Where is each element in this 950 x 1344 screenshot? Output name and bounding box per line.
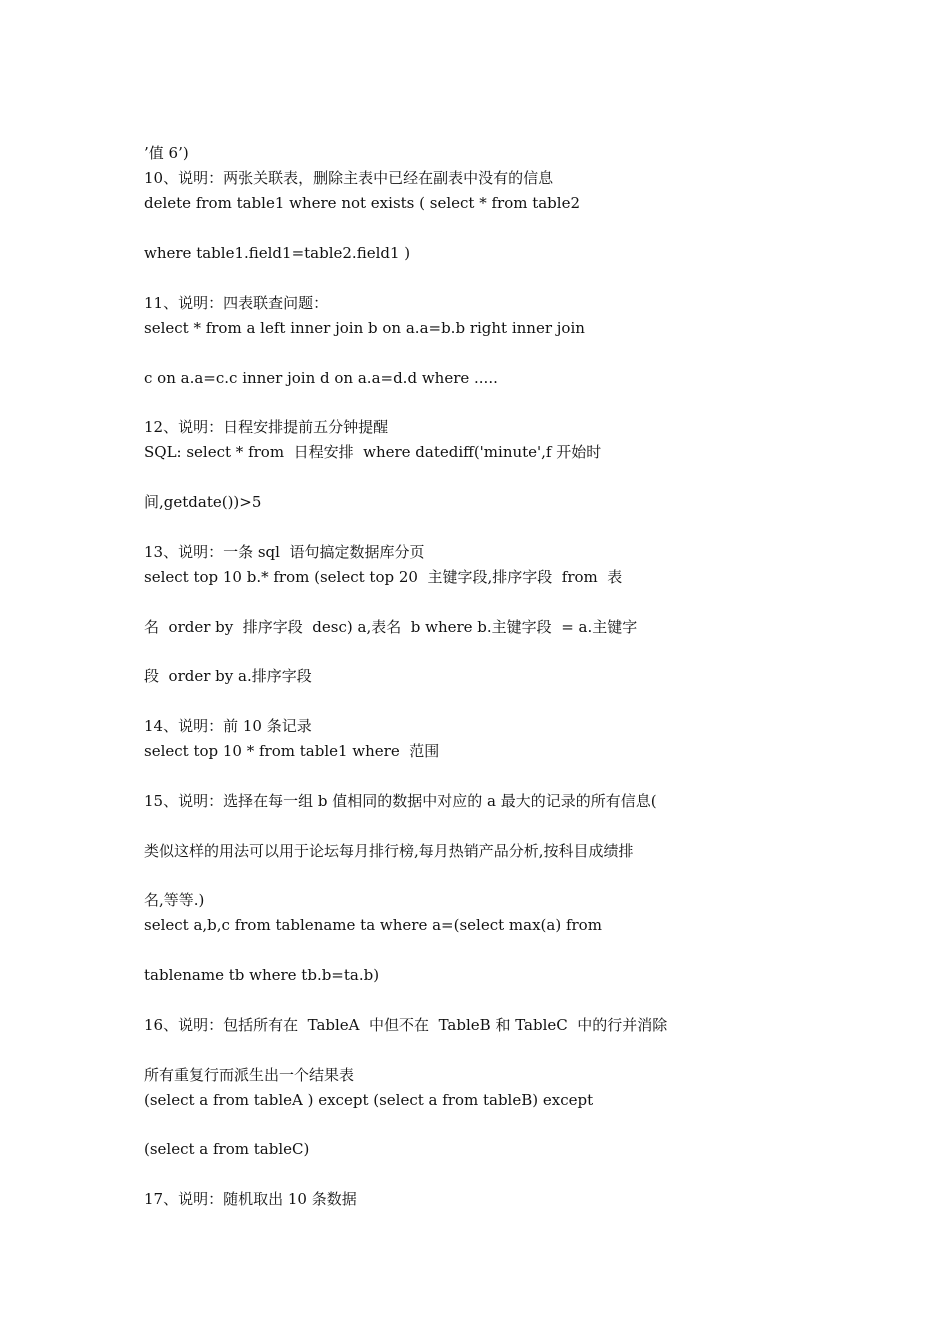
text-line: 16、说明：包括所有在 TableA 中但不在 TableB 和 TableC 中的行并消除	[144, 1016, 668, 1034]
text-line: select * from a left inner join b on a.a=b.b right inner join	[144, 319, 585, 337]
text-line: c on a.a=c.c inner join d on a.a=d.d where .....	[144, 369, 498, 387]
text-line: delete from table1 where not exists ( select * from table2	[144, 194, 581, 212]
text-line: 11、说明：四表联查问题：	[144, 294, 329, 312]
text-line: where table1.field1=table2.field1 )	[144, 244, 411, 262]
text-line: SQL: select * from 日程安排 where datediff('minute',f 开始时	[144, 443, 602, 461]
text-line: 17、说明：随机取出 10 条数据	[144, 1190, 357, 1208]
text-line: select top 10 * from table1 where 范围	[144, 742, 440, 760]
text-line: 名,等等.)	[144, 891, 205, 909]
text-line: 14、说明：前 10 条记录	[144, 717, 312, 735]
text-line: (select a from tableA ) except (select a from tableB) except	[144, 1091, 594, 1109]
text-line: select a,b,c from tablename ta where a=(select max(a) from	[144, 916, 602, 934]
text-line: select top 10 b.* from (select top 20 主键字段,排序字段 from 表	[144, 568, 623, 586]
text-line: 间,getdate())>5	[144, 493, 262, 511]
text-line: 所有重复行而派生出一个结果表	[144, 1066, 355, 1084]
text-line: 名 order by 排序字段 desc) a,表名 b where b.主键字段 = a.主键字	[144, 618, 638, 636]
text-line: 段 order by a.排序字段	[144, 667, 312, 685]
text-line: 类似这样的用法可以用于论坛每月排行榜,每月热销产品分析,按科目成绩排	[144, 842, 634, 860]
text-line: ’值 6’)	[144, 144, 189, 162]
text-line: 10、说明：两张关联表，删除主表中已经在副表中没有的信息	[144, 169, 554, 187]
text-line: 15、说明：选择在每一组 b 值相同的数据中对应的 a 最大的记录的所有信息(	[144, 792, 657, 810]
text-line: 13、说明：一条 sql 语句搞定数据库分页	[144, 543, 425, 561]
text-line: 12、说明：日程安排提前五分钟提醒	[144, 418, 389, 436]
text-line: tablename tb where tb.b=ta.b)	[144, 966, 380, 984]
text-line: (select a from tableC)	[144, 1140, 310, 1158]
